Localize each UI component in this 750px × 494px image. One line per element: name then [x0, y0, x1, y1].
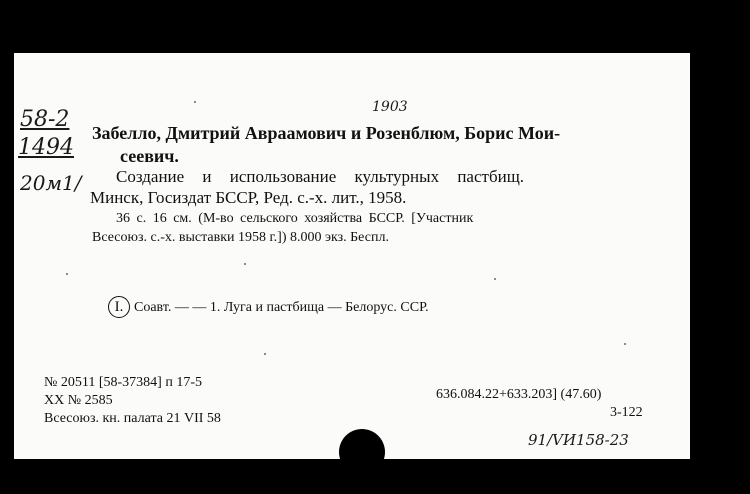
author-line-1: Забелло, Дмитрий Авраамович и Розенблюм, Борис Мои-	[92, 123, 561, 143]
paper-speck	[264, 353, 266, 355]
paper-speck	[494, 278, 496, 280]
call-number-line2: 1494	[18, 135, 74, 160]
paper-speck	[244, 263, 246, 265]
margin-handwritten-note: 20м1/	[20, 171, 82, 195]
tracing-line	[108, 296, 429, 318]
tracing-text: Соавт. — — 1. Луга и пастбища — Белорус. ССР.	[134, 300, 429, 315]
classification-line-2: 3-122	[610, 405, 643, 420]
title-line-1: Создание и использование культурных пастбищ.	[116, 167, 525, 186]
catalog-card	[14, 53, 690, 459]
registration-line-1: № 20511 [58-37384] п 17-5	[44, 375, 202, 390]
registration-line-2: XX № 2585	[44, 393, 113, 408]
tracing-numeral: I.	[108, 296, 130, 318]
paper-speck	[194, 101, 196, 103]
description-line-2: Всесоюз. с.-х. выставки 1958 г.]) 8.000 экз. Беспл.	[92, 230, 389, 245]
title-line-2: Минск, Госиздат БССР, Ред. с.-х. лит., 1958.	[90, 188, 407, 207]
call-number-line1: 58-2	[20, 107, 70, 132]
paper-speck	[624, 343, 626, 345]
paper-speck	[66, 273, 68, 275]
classification-line-1: 636.084.22+633.203] (47.60)	[436, 387, 602, 402]
bottom-handwritten-note: 91/VИ158-23	[528, 431, 629, 449]
author-line-2: сеевич.	[120, 146, 179, 166]
registration-line-3: Всесоюз. кн. палата 21 VII 58	[44, 411, 221, 426]
punch-hole	[339, 429, 385, 475]
description-line-1: 36 с. 16 см. (М-во сельского хозяйства БССР. [Участник	[116, 211, 474, 226]
top-handwritten-note: 1903	[372, 99, 408, 115]
